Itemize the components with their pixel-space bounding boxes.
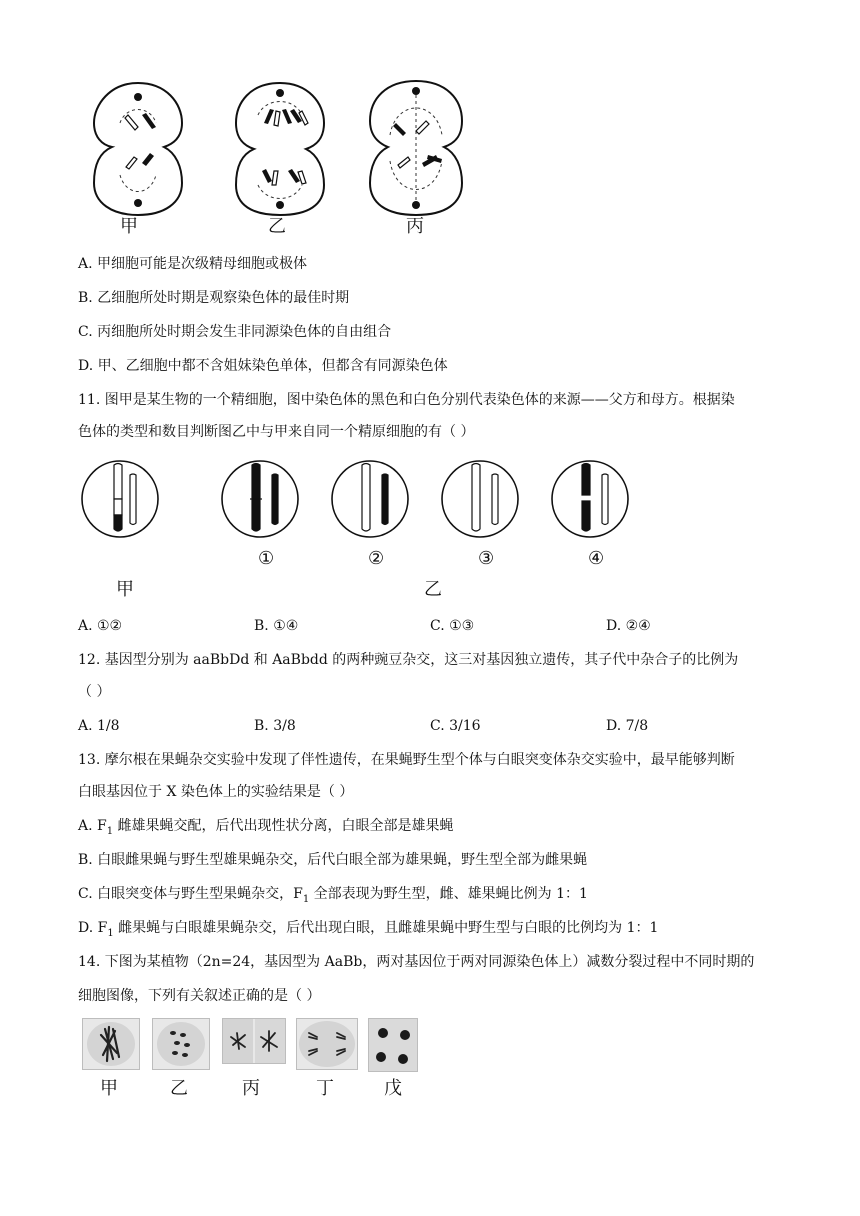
cell-yi-outline [236, 83, 324, 215]
q11-option-b: B. ①④ [254, 618, 299, 634]
q13-option-b: B. 白眼雌果蝇与野生型雄果蝇杂交，后代白眼全部为雄果蝇，野生型全部为雌果蝇 [78, 852, 588, 868]
q13-stem-line2: 白眼基因位于 X 染色体上的实验结果是（ ） [78, 784, 354, 800]
q11-option-a: A. ①② [78, 618, 123, 634]
q10-option-a: A. 甲细胞可能是次级精母细胞或极体 [78, 256, 308, 272]
q12-stem-line2: （ ） [78, 684, 111, 700]
q12-option-c: C. 3/16 [430, 718, 481, 734]
q14-stem-line2: 细胞图像，下列有关叙述正确的是（ ） [78, 988, 321, 1004]
q11-label-yi: 乙 [424, 579, 442, 600]
q14-label-ding: 丁 [316, 1078, 334, 1099]
q14-label-bing: 丙 [242, 1078, 260, 1099]
fig10-label-yi: 乙 [268, 216, 286, 237]
q14-micrograph-bing [222, 1018, 286, 1064]
fig10-label-jia: 甲 [120, 216, 138, 237]
q14-micrograph-yi [152, 1018, 210, 1070]
q13-option-a: A. $F_1$ 雌雄果蝇交配，后代出现性状分离，白眼全部是雄果蝇 [78, 818, 454, 837]
q10-option-d: D. 甲、乙细胞中都不含姐妹染色单体，但都含有同源染色体 [78, 358, 448, 374]
q11-stem-line2: 色体的类型和数目判断图乙中与甲来自同一个精原细胞的有（ ） [78, 424, 475, 440]
cell-jia-outline [94, 83, 182, 215]
q12-stem-line1: 12. 基因型分别为 aaBbDd 和 AaBbdd 的两种豌豆杂交，这三对基因独立遗传，其子代中杂合子的比例为 [78, 652, 739, 668]
q11-option-d: D. ②④ [606, 618, 651, 634]
q10-option-b: B. 乙细胞所处时期是观察染色体的最佳时期 [78, 290, 350, 306]
q13-option-d: D. $F_1$ 雌果蝇与白眼雄果蝇杂交，后代出现白眼，且雌雄果蝇中野生型与白眼的比例均为 1：1 [78, 920, 659, 939]
q11-circle-number-2: ② [368, 548, 385, 569]
q14-micrograph-wu [368, 1018, 418, 1072]
q14-label-jia: 甲 [100, 1078, 118, 1099]
q12-option-a: A. 1/8 [78, 718, 120, 734]
q11-chromosome-figure [80, 455, 660, 545]
q12-option-b: B. 3/8 [254, 718, 296, 734]
q14-micrograph-ding [296, 1018, 358, 1070]
q11-label-jia: 甲 [116, 579, 134, 600]
fig10-label-bing: 丙 [406, 216, 424, 237]
q11-option-c: C. ①③ [430, 618, 475, 634]
q10-option-c: C. 丙细胞所处时期会发生非同源染色体的自由组合 [78, 324, 392, 340]
q11-circle-number-1: ① [258, 548, 275, 569]
q14-micrograph-jia [82, 1018, 140, 1070]
q11-circle-number-4: ④ [588, 548, 605, 569]
q12-option-d: D. 7/8 [606, 718, 649, 734]
q13-stem-line1: 13. 摩尔根在果蝇杂交实验中发现了伴性遗传，在果蝇野生型个体与白眼突变体杂交实验中，最早能够判断 [78, 752, 735, 768]
q11-stem-line1: 11. 图甲是某生物的一个精细胞，图中染色体的黑色和白色分别代表染色体的来源——父方和母方。根据染 [78, 392, 735, 408]
q13-option-c: C. 白眼突变体与野生型果蝇杂交，$F_1$ 全部表现为野生型，雌、雄果蝇比例为 1：1 [78, 886, 588, 905]
q11-circle-number-3: ③ [478, 548, 495, 569]
q14-label-yi: 乙 [170, 1078, 188, 1099]
q14-stem-line1: 14. 下图为某植物（2n=24，基因型为 AaBb，两对基因位于两对同源染色体上）减数分裂过程中不同时期的 [78, 954, 755, 970]
q14-label-wu: 戊 [384, 1078, 402, 1099]
